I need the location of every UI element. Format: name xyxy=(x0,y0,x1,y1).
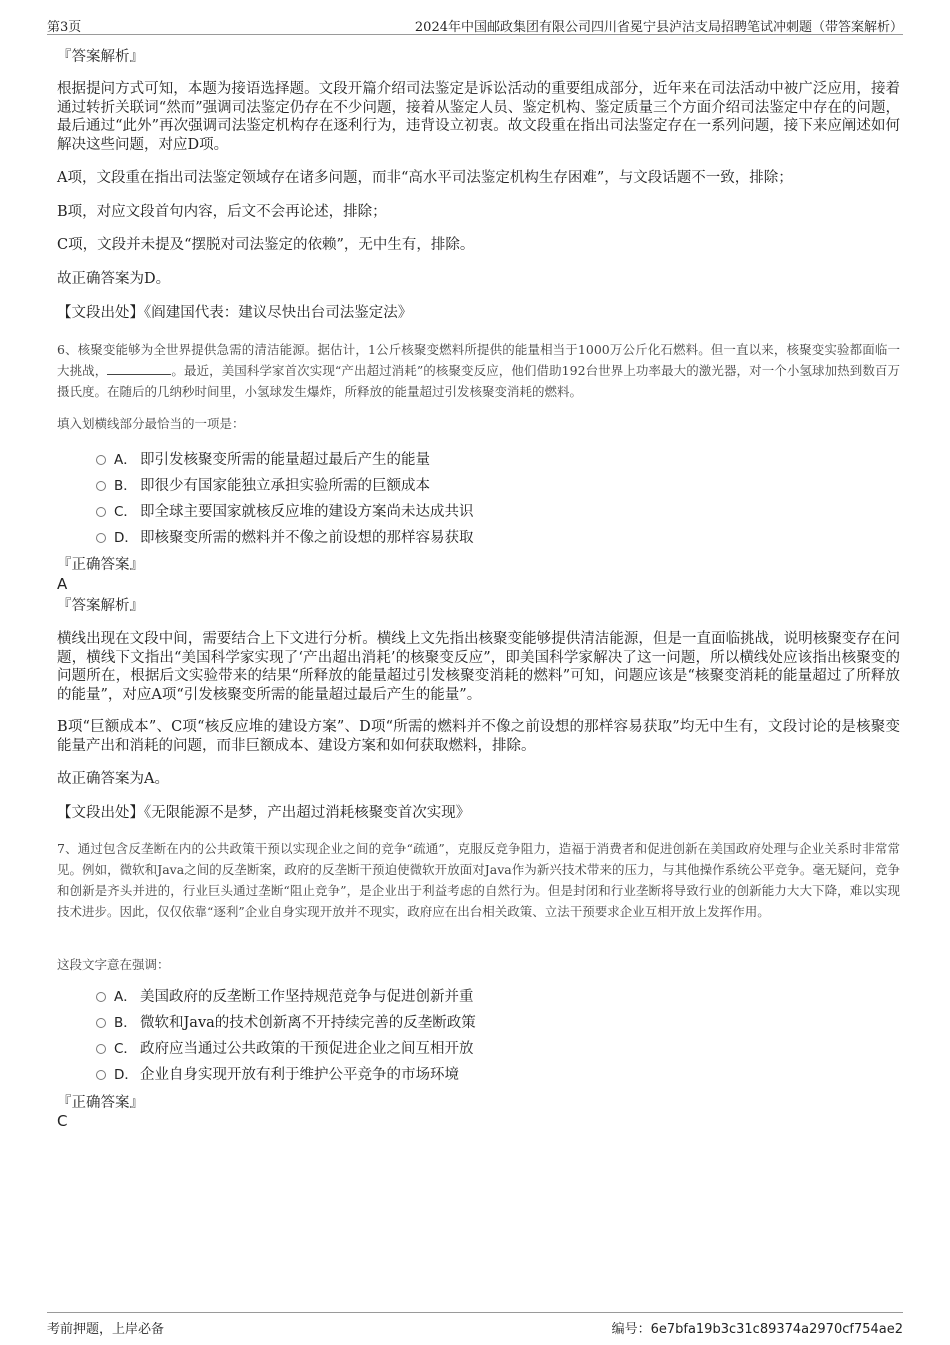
question-prompt: 这段文字意在强调： xyxy=(57,957,170,972)
option-c[interactable]: C． 即全球主要国家就核反应堆的建设方案尚未达成共识 xyxy=(96,501,474,523)
radio-icon[interactable] xyxy=(96,1044,106,1054)
option-d[interactable]: D． 企业自身实现开放有利于维护公平竞争的市场环境 xyxy=(96,1064,459,1086)
fill-blank xyxy=(107,363,171,375)
page-footer xyxy=(47,1312,903,1335)
document-code: 编号：6e7bfa19b3c31c89374a2970cf754ae2 xyxy=(611,1322,903,1337)
option-a[interactable]: A． 美国政府的反垄断工作坚持规范竞争与促进创新并重 xyxy=(96,986,474,1008)
option-a[interactable]: A． 即引发核聚变所需的能量超过最后产生的能量 xyxy=(96,449,430,471)
analysis-paragraph: B项“巨额成本”、C项“核反应堆的建设方案”、D项“所需的燃料并不像之前设想的那样容易获取”均无中生有，文段讨论的是核聚变能量产出和消耗的问题，而非巨额成本、建设方案和如何获取燃料，排除。 xyxy=(57,719,900,754)
radio-icon[interactable] xyxy=(96,481,106,491)
analysis-conclusion: 故正确答案为A。 xyxy=(57,771,169,787)
radio-icon[interactable] xyxy=(96,507,106,517)
radio-icon[interactable] xyxy=(96,1018,106,1028)
radio-icon[interactable] xyxy=(96,992,106,1002)
analysis-paragraph: 根据提问方式可知，本题为接语选择题。文段开篇介绍司法鉴定是诉讼活动的重要组成部分，近年来在司法活动中被广泛应用，接着通过转折关联词“然而”强调司法鉴定仍存在不少问题，接着从鉴定人员、鉴定机构、鉴定质量三个方面介绍司法鉴定中存在的问题，最后通过“此外”再次强调司法鉴定机构存在逐利行为，违背设立初衷。故文段重在指出司法鉴定存在一系列问题，接下来应阐述如何解决这些问题，对应D项。 xyxy=(57,81,900,153)
source-citation: 【文段出处】《无限能源不是梦，产出超过消耗核聚变首次实现》 xyxy=(57,805,471,821)
question-stem xyxy=(57,339,900,402)
correct-answer: A xyxy=(57,575,68,593)
stem-after-blank: 。最近，美国科学家首次实现“产出超过消耗”的核聚变反应，他们借助192台世界上功率最大的激光器，对一个小氢球加热到数百万摄氏度。在随后的几纳秒时间里，小氢球发生爆炸，所释放的能量超过引发核聚变消耗的燃料。 xyxy=(57,363,900,399)
footer-slogan: 考前押题，上岸必备 xyxy=(47,1322,165,1337)
analysis-label: 『答案解析』 xyxy=(57,598,144,614)
stem-before-blank: 6、核聚变能够为全世界提供急需的清洁能源。据估计，1公斤核聚变燃料所提供的能量相当于1000万公斤化石燃料。但一直以来，核聚变实验都面临一大挑战， xyxy=(57,342,900,378)
document-title: 2024年中国邮政集团有限公司四川省冕宁县泸沽支局招聘笔试冲刺题（带答案解析） xyxy=(414,20,903,35)
radio-icon[interactable] xyxy=(96,455,106,465)
question-prompt: 填入划横线部分最恰当的一项是： xyxy=(57,416,245,431)
correct-answer-label: 『正确答案』 xyxy=(57,557,144,573)
radio-icon[interactable] xyxy=(96,533,106,543)
option-b[interactable]: B． 即很少有国家能独立承担实验所需的巨额成本 xyxy=(96,475,430,497)
option-d[interactable]: D． 即核聚变所需的燃料并不像之前设想的那样容易获取 xyxy=(96,527,474,549)
analysis-conclusion: 故正确答案为D。 xyxy=(57,271,171,287)
analysis-paragraph: B项，对应文段首句内容，后文不会再论述，排除； xyxy=(57,204,387,220)
option-c[interactable]: C． 政府应当通过公共政策的干预促进企业之间互相开放 xyxy=(96,1038,474,1060)
source-citation: 【文段出处】《阎建国代表：建议尽快出台司法鉴定法》 xyxy=(57,305,413,321)
analysis-label: 『答案解析』 xyxy=(57,49,144,65)
correct-answer: C xyxy=(57,1112,68,1130)
page-number: 第3页 xyxy=(47,20,82,35)
option-b[interactable]: B． 微软和Java的技术创新离不开持续完善的反垄断政策 xyxy=(96,1012,476,1034)
radio-icon[interactable] xyxy=(96,1070,106,1080)
page-header xyxy=(47,14,903,35)
question-stem: 7、通过包含反垄断在内的公共政策干预以实现企业之间的竞争“疏通”，克服反竞争阻力，造福于消费者和促进创新在美国政府处理与企业关系时非常常见。例如，微软和Java之间的反垄断案，政府的反垄断干预迫使微软开放面对Java作为新兴技术带来的压力，与其他操作系统公平竞争。毫无疑问，竞争和创新是齐头并进的，行业巨头通过垄断“阻止竞争”，是企业出于利益考虑的自然行为。但是封闭和行业垄断将导致行业的创新能力大大下降，难以实现技术进步。因此，仅仅依靠“逐利”企业自身实现开放并不现实，政府应在出台相关政策、立法干预要求企业互相开放上发挥作用。 xyxy=(57,841,900,919)
analysis-paragraph: C项，文段并未提及“摆脱对司法鉴定的依赖”，无中生有，排除。 xyxy=(57,237,475,253)
analysis-paragraph: A项，文段重在指出司法鉴定领域存在诸多问题，而非“高水平司法鉴定机构生存困难”，与文段话题不一致，排除； xyxy=(57,170,793,186)
correct-answer-label: 『正确答案』 xyxy=(57,1095,144,1111)
analysis-paragraph: 横线出现在文段中间，需要结合上下文进行分析。横线上文先指出核聚变能够提供清洁能源，但是一直面临挑战，说明核聚变存在问题，横线下文指出“美国科学家实现了‘产出超出消耗’的核聚变反应”，即美国科学家解决了这一问题，所以横线处应该指出核聚变的问题所在，根据后文实验带来的结果“所释放的能量超过引发核聚变消耗的燃料”可知，问题应该是“核聚变消耗的能量超过了所释放的能量”，对应A项“引发核聚变所需的能量超过最后产生的能量”。 xyxy=(57,631,900,703)
